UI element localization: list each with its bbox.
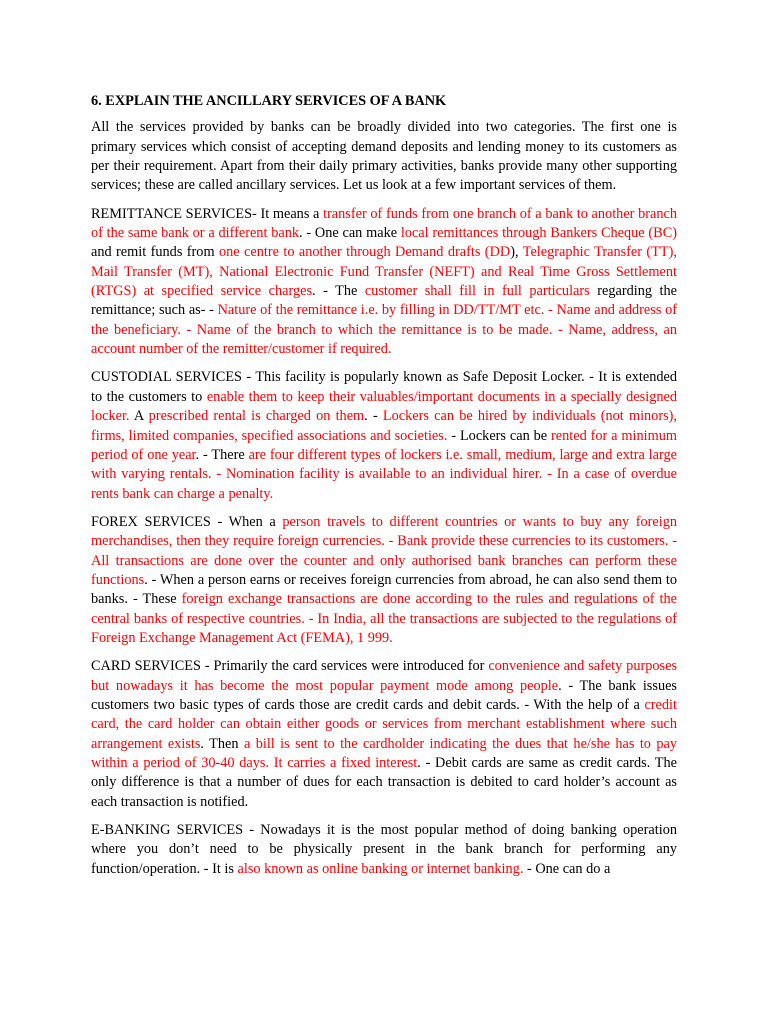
highlighted-text: Nature of the remittance i.e. by filling in DD/TT/MT etc. - Name and address of the beneficiary. - Name of the branch to which the remittance is to be made. - Name, address, an account number of the remitter/customer if required. (91, 302, 677, 358)
paragraph (91, 118, 677, 195)
body-text: REMITTANCE SERVICES- It means a (91, 205, 324, 222)
highlighted-text: person travels to different countries or wants to buy any foreign merchandises, then they require foreign currencies. - Bank provide these currencies to its customers. - All transactions are done over the counter and only authorised bank branches can perform these functions (91, 513, 677, 588)
body-text: . - (364, 408, 383, 425)
body-text: regarding the remittance; such as- - (91, 283, 677, 319)
body-text: ), (510, 244, 523, 261)
body-text: . - Debit cards are same as credit cards. The only difference is that a number of dues for each transaction is debited to card holder’s account as each transaction is notified. (91, 755, 678, 810)
highlighted-text: transfer of funds from one branch of a bank to another branch of the same bank or a different bank (91, 205, 677, 242)
body-text: CUSTODIAL SERVICES - This facility is popularly known as Safe Deposit Locker. - It is extended to the customers to (91, 369, 677, 405)
highlighted-text: convenience and safety purposes but nowadays it has become the most popular payment mode among people (91, 658, 678, 694)
body-text: . - There (195, 446, 249, 463)
body-text: . - The (312, 283, 365, 300)
page-title: 6. EXPLAIN THE ANCILLARY SERVICES OF A BANK (91, 93, 447, 109)
body-text: and remit funds from (91, 244, 219, 261)
paragraph (91, 657, 677, 812)
body-text: FOREX SERVICES - When a (91, 513, 283, 530)
highlighted-text: local remittances through Bankers Cheque (BC) (400, 225, 677, 242)
body-text: . - The bank issues customers two basic types of cards those are credit cards and debit cards. - With the help of a (91, 677, 677, 713)
body-text: . Then (200, 735, 244, 752)
body-text: E-BANKING SERVICES - Nowadays it is the most popular method of doing banking operation where you don’t need to be physically present in the bank branch for performing any function/operation. - It is (91, 822, 677, 877)
paragraph (91, 821, 677, 879)
highlighted-text: one centre to another through Demand drafts (DD (218, 244, 511, 261)
highlighted-text: rented for a minimum period of one year (91, 427, 677, 463)
highlighted-text: are four different types of lockers i.e. small, medium, large and extra large with varying rentals. - Nomination facility is available to an individual hirer. - In a case of overdue rents bank can charge a penalty. (91, 446, 677, 502)
highlighted-text: a bill is sent to the cardholder indicating the dues that he/she has to pay within a period of 30-40 days. It carries a fixed interest (91, 735, 677, 771)
highlighted-text: also known as online banking or internet banking. (237, 860, 524, 877)
body-text: . - One can make (299, 225, 401, 242)
highlighted-text: credit card, the card holder can obtain either goods or services from merchant establishment where such arrangement exists (91, 696, 677, 752)
document-page (91, 92, 677, 888)
paragraph (91, 368, 677, 503)
highlighted-text: enable them to keep their valuables/important documents in a specially designed locker. (91, 388, 677, 425)
body-text: - One can do a (523, 860, 611, 877)
highlighted-text: Telegraphic Transfer (TT), Mail Transfer (MT), National Electronic Fund Transfer (NEFT) and Real Time Gross Settlement (RTGS) at specified service charges (91, 244, 677, 300)
highlighted-text: customer shall fill in full particulars (364, 283, 590, 300)
highlighted-text: Lockers can be hired by individuals (not minors), firms, limited companies, specified associations and societies. (91, 408, 677, 444)
document-body (91, 118, 677, 879)
paragraph (91, 205, 677, 360)
body-text: - Lockers can be (447, 427, 551, 444)
paragraph (91, 513, 677, 648)
body-text: . - When a person earns or receives foreign currencies from abroad, he can also send them to banks. - These (91, 571, 677, 608)
highlighted-text: prescribed rental is charged on them (148, 408, 365, 425)
highlighted-text: foreign exchange transactions are done according to the rules and regulations of the central banks of respective countries. - In India, all the transactions are subjected to the regulations of Foreign Exchange Management Act (FEMA), 1 999. (91, 591, 677, 646)
body-text: All the services provided by banks can be broadly divided into two categories. The first one is primary services which consist of accepting demand deposits and lending money to its customers as per their requirement. Apart from their daily primary activities, banks provide many other supporting services; these are called ancillary services. Let us look at a few important services of them. (91, 119, 677, 194)
body-text: CARD SERVICES - Primarily the card services were introduced for (91, 658, 489, 675)
body-text: A (129, 408, 149, 425)
